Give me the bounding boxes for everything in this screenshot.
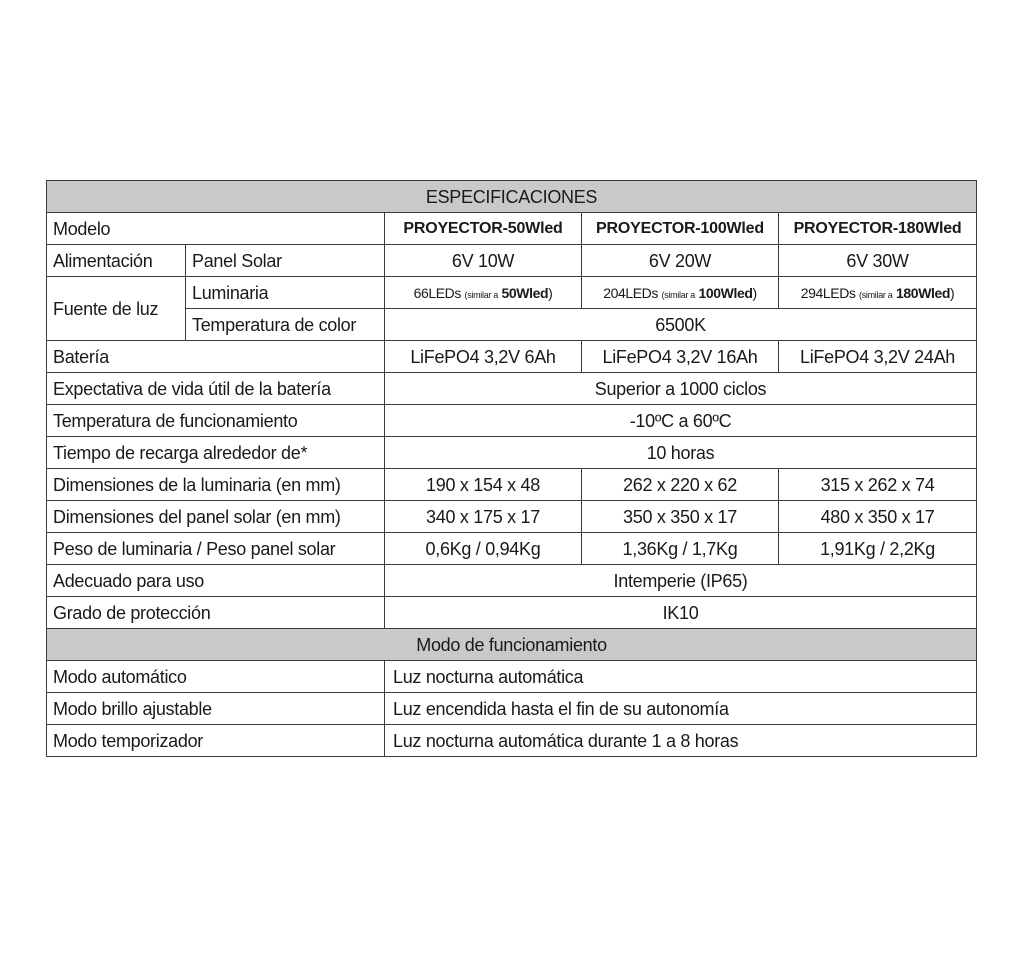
luminaria-row (47, 277, 977, 309)
luminaria-value-3 (779, 277, 977, 309)
panel-dims-value-1: 340 x 175 x 17 (385, 501, 582, 533)
equivalent-watts: 100Wled (698, 284, 753, 301)
model-name-3: PROYECTOR-180Wled (779, 213, 977, 245)
luminaire-dims-value-3: 315 x 262 x 74 (779, 469, 977, 501)
luminaire-dims-row (47, 469, 977, 501)
usage-value: Intemperie (IP65) (385, 565, 977, 597)
weights-row (47, 533, 977, 565)
equivalent-watts: 180Wled (896, 284, 951, 301)
modes-header-row (47, 629, 977, 661)
specifications-table (46, 180, 977, 757)
recharge-time-value: 10 horas (385, 437, 977, 469)
panel-dims-label: Dimensiones del panel solar (en mm) (47, 501, 385, 533)
model-label: Modelo (47, 213, 385, 245)
close-paren: ) (752, 284, 757, 301)
panel-dims-row (47, 501, 977, 533)
luminaire-dims-value-2: 262 x 220 x 62 (582, 469, 779, 501)
panel-dims-value-2: 350 x 350 x 17 (582, 501, 779, 533)
mode-label-brightness: Modo brillo ajustable (47, 693, 385, 725)
model-row (47, 213, 977, 245)
header-row (47, 181, 977, 213)
battery-value-2: LiFePO4 3,2V 16Ah (582, 341, 779, 373)
similar-note: (similar a (859, 289, 893, 300)
solar-panel-label: Panel Solar (186, 245, 385, 277)
usage-label: Adecuado para uso (47, 565, 385, 597)
mode-row (47, 725, 977, 757)
power-value-1: 6V 10W (385, 245, 582, 277)
battery-value-3: LiFePO4 3,2V 24Ah (779, 341, 977, 373)
mode-value-brightness: Luz encendida hasta el fin de su autonomía (385, 693, 977, 725)
color-temp-label: Temperatura de color (186, 309, 385, 341)
model-name-2: PROYECTOR-100Wled (582, 213, 779, 245)
similar-note: (similar a (464, 289, 499, 300)
close-paren: ) (950, 284, 955, 301)
weights-value-1: 0,6Kg / 0,94Kg (385, 533, 582, 565)
battery-life-row (47, 373, 977, 405)
model-name-1: PROYECTOR-50Wled (385, 213, 582, 245)
operating-temp-row (47, 405, 977, 437)
protection-value: IK10 (385, 597, 977, 629)
luminaire-dims-label: Dimensiones de la luminaria (en mm) (47, 469, 385, 501)
luminaire-dims-value-1: 190 x 154 x 48 (385, 469, 582, 501)
mode-label-timer: Modo temporizador (47, 725, 385, 757)
protection-row (47, 597, 977, 629)
operating-temp-value: -10ºC a 60ºC (385, 405, 977, 437)
mode-row (47, 693, 977, 725)
color-temp-row (47, 309, 977, 341)
power-value-2: 6V 20W (582, 245, 779, 277)
mode-row (47, 661, 977, 693)
protection-label: Grado de protección (47, 597, 385, 629)
luminaria-value-2 (582, 277, 779, 309)
mode-value-timer: Luz nocturna automática durante 1 a 8 horas (385, 725, 977, 757)
led-count: 294LEDs (800, 284, 856, 301)
similar-note: (similar a (661, 289, 696, 300)
battery-row (47, 341, 977, 373)
power-row (47, 245, 977, 277)
equivalent-watts: 50Wled (501, 284, 549, 301)
battery-life-value: Superior a 1000 ciclos (385, 373, 977, 405)
luminaria-value-1 (385, 277, 582, 309)
usage-row (47, 565, 977, 597)
recharge-time-row (47, 437, 977, 469)
power-value-3: 6V 30W (779, 245, 977, 277)
recharge-time-label: Tiempo de recarga alrededor de* (47, 437, 385, 469)
modes-title: Modo de funcionamiento (47, 629, 977, 661)
power-label: Alimentación (47, 245, 186, 277)
operating-temp-label: Temperatura de funcionamiento (47, 405, 385, 437)
battery-value-1: LiFePO4 3,2V 6Ah (385, 341, 582, 373)
light-source-label: Fuente de luz (47, 277, 186, 341)
close-paren: ) (548, 284, 553, 301)
led-count: 204LEDs (603, 284, 658, 301)
weights-value-3: 1,91Kg / 2,2Kg (779, 533, 977, 565)
color-temp-value: 6500K (385, 309, 977, 341)
mode-label-auto: Modo automático (47, 661, 385, 693)
weights-label: Peso de luminaria / Peso panel solar (47, 533, 385, 565)
battery-life-label: Expectativa de vida útil de la batería (47, 373, 385, 405)
weights-value-2: 1,36Kg / 1,7Kg (582, 533, 779, 565)
mode-value-auto: Luz nocturna automática (385, 661, 977, 693)
panel-dims-value-3: 480 x 350 x 17 (779, 501, 977, 533)
battery-label: Batería (47, 341, 385, 373)
luminaria-label: Luminaria (186, 277, 385, 309)
led-count: 66LEDs (413, 284, 461, 301)
specifications-title: ESPECIFICACIONES (47, 181, 977, 213)
